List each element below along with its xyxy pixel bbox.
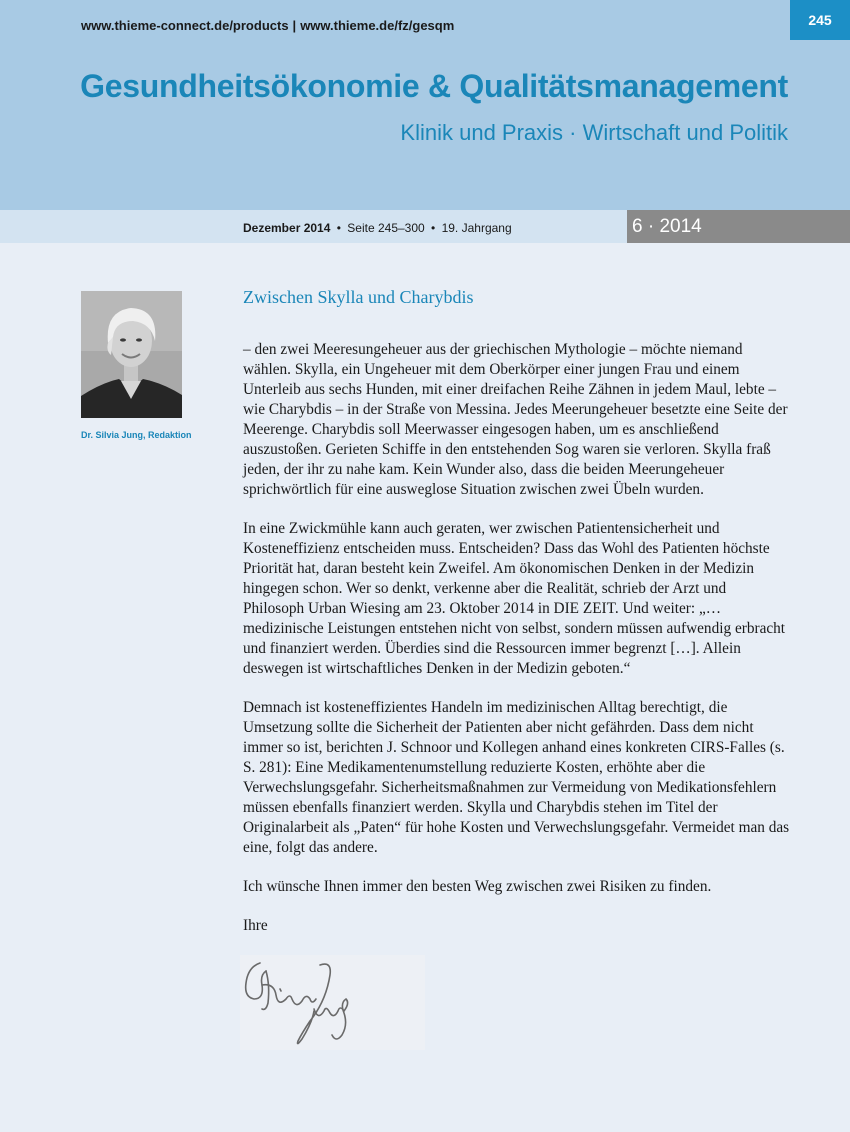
issue-dot: • <box>336 221 341 235</box>
paragraph: Demnach ist kosteneffizientes Handeln im medizinischen Alltag berechtigt, die Umsetzung sollte die Sicherheit der Patienten aber nicht gefährden. Dass dem nicht immer so ist, berichten J. Schnoor und Kollegen anhand eines konkreten CIRS-Falles (s. S. 281): Eine Medikamentenumstellung reduzierte Kosten, erhöhte aber die Verwechslungsgefahr. Sicherheitsmaßnahmen zur Vermeidung von Medikationsfehlern müssen ebenfalls finanziert werden. Skylla und Charybdis stehen im Titel der Originalarbeit als „Paten“ für hohe Kosten und Verwechslungsgefahr. Vermeidet man das eine, folgt das andere. <box>243 699 790 856</box>
article-body <box>243 340 790 936</box>
journal-subtitle: Klinik und Praxis · Wirtschaft und Politik <box>400 120 788 145</box>
header-urls <box>81 18 454 33</box>
issue-info <box>243 221 512 235</box>
url-thieme-gesqm[interactable]: www.thieme.de/fz/gesqm <box>300 18 455 33</box>
closing-salutation: Ihre <box>243 917 268 934</box>
issue-date: Dezember 2014 <box>243 221 331 235</box>
paragraph: In eine Zwickmühle kann auch geraten, wer zwischen Patientensicherheit und Kosteneffizienz entscheiden muss. Entscheiden? Dass das Wohl des Patienten höchste Priorität hat, daran besteht kein Zweifel. Am ökonomischen Denken in der Medizin hingegen schon. Wer so denkt, verkenne aber die Realität, schrieb der Arzt und Philosoph Urban Wiesing am 23. Oktober 2014 in DIE ZEIT. Und weiter: „…medizinische Leistungen entstehen nicht von selbst, sondern müssen aufwendig erbracht und finanziert werden. Überdies sind die Ressourcen immer begrenzt […]. Allein deswegen ist wirtschaftliches Denken in der Medizin geboten.“ <box>243 520 786 677</box>
paragraph: – den zwei Meeresungeheuer aus der griechischen Mythologie – möchte niemand wählen. Skylla, ein Ungeheuer mit dem Oberkörper einer jungen Frau und einem Unterleib aus sechs Hunden, mit einer dreifachen Reihe Zähnen in jedem Maul, lebte – wie Charybdis – in der Straße von Messina. Jedes Meerungeheuer besetzte eine Seite der Meerenge. Charybdis soll Meerwasser eingesogen haben, um es anschließend auszustoßen. Gerieten Schiffe in den entstehenden Sog waren sie verloren. Skylla fraß jeden, der ihr zu nahe kam. Kein Wunder also, dass die beiden Meerungeheuer sprichwörtlich für eine ausweglose Situation zwischen zwei Übeln wurden. <box>243 341 788 498</box>
issue-pages: Seite 245–300 <box>347 221 425 235</box>
signature-image <box>240 955 425 1050</box>
page-number: 245 <box>790 0 850 40</box>
issue-dot: • <box>431 221 436 235</box>
paragraph: Ich wünsche Ihnen immer den besten Weg zwischen zwei Risiken zu finden. <box>243 878 712 895</box>
journal-header <box>0 0 850 210</box>
article-title: Zwischen Skylla und Charybdis <box>243 287 474 307</box>
url-thieme-connect[interactable]: www.thieme-connect.de/products <box>81 18 289 33</box>
author-portrait-image <box>81 291 182 418</box>
issue-volume: 19. Jahrgang <box>441 221 512 235</box>
journal-title: Gesundheitsökonomie & Qualitätsmanagement <box>80 68 788 104</box>
author-photo <box>81 291 182 418</box>
issue-number-box: 6 · 2014 <box>627 210 850 243</box>
signature <box>240 955 425 1050</box>
url-separator: | <box>292 18 297 33</box>
author-caption: Dr. Silvia Jung, Redaktion <box>81 430 192 440</box>
